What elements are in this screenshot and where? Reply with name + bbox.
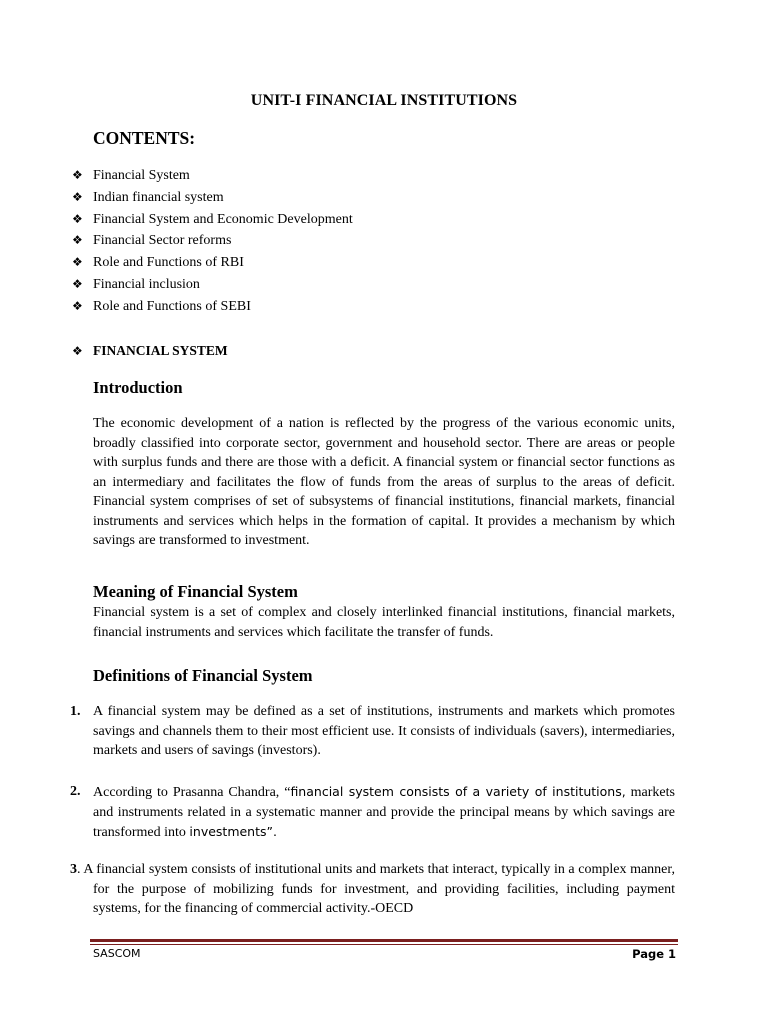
- definition-text: According to Prasanna Chandra, “financial system consists of a variety of institutions, markets and instruments related in a systematic manner and provide the principal means by which savings are transformed into investments”.: [93, 784, 675, 840]
- diamond-bullet-icon: ❖: [72, 168, 83, 182]
- definition-text: A financial system may be defined as a set of institutions, instruments and markets which promotes savings and channels them to their most efficient use. It consists of individuals (savers), intermediaries, markets and users of savings (investors).: [93, 704, 675, 758]
- page-title: UNIT-I FINANCIAL INSTITUTIONS: [250, 92, 518, 109]
- page-number: Page 1: [632, 947, 676, 961]
- definition-item: [70, 860, 675, 919]
- definition-number: 1.: [70, 704, 81, 719]
- list-item: ❖ Role and Functions of RBI: [72, 252, 353, 274]
- diamond-bullet-icon: ❖: [72, 298, 83, 313]
- footer-rule: [90, 939, 678, 942]
- definition-item: [70, 702, 675, 761]
- definition-item: [70, 782, 675, 843]
- list-item: ❖ Indian financial system: [72, 187, 353, 209]
- list-item: ❖ Financial System and Economic Development: [72, 209, 353, 231]
- contents-heading: CONTENTS:: [93, 128, 196, 148]
- footer-left-text: SASCOM: [93, 947, 141, 960]
- definition-text: . A financial system consists of institutional units and markets that interact, typically in a complex manner, for the purpose of mobilizing funds for investment, and providing facilities, including payment systems, for the financing of commercial activity.-OECD: [77, 862, 675, 916]
- diamond-bullet-icon: ❖: [72, 344, 83, 358]
- diamond-bullet-icon: ❖: [72, 233, 83, 248]
- list-item: ❖ Financial Sector reforms: [72, 230, 353, 252]
- contents-list: [72, 165, 353, 318]
- list-item: ❖ Role and Functions of SEBI: [72, 296, 353, 318]
- footer-rule-thin: [90, 944, 678, 945]
- meaning-heading: Meaning of Financial System: [93, 582, 298, 601]
- definition-number: 2.: [70, 784, 81, 799]
- list-item: ❖ Financial System: [72, 165, 353, 187]
- meaning-paragraph: Financial system is a set of complex and closely interlinked financial institutions, financial markets, financial instruments and services which facilitate the transfer of funds.: [93, 605, 675, 640]
- introduction-paragraph: The economic development of a nation is reflected by the progress of the various economic units, broadly classified into corporate sector, government and household sector. There are areas or people with surplus funds and there are those with a deficit. A financial system or financial sector functions as an intermediary and facilitates the flow of funds from the areas of surplus to the areas of deficit. Financial system comprises of set of subsystems of financial institutions, financial markets, financial instruments and services which helps in the formation of capital. It provides a mechanism by which savings are transformed to investment.: [93, 416, 675, 548]
- diamond-bullet-icon: ❖: [72, 211, 83, 226]
- section-heading: ❖ FINANCIAL SYSTEM: [72, 343, 228, 358]
- introduction-heading: Introduction: [93, 378, 183, 397]
- diamond-bullet-icon: ❖: [72, 276, 83, 291]
- diamond-bullet-icon: ❖: [72, 255, 83, 270]
- definitions-heading: Definitions of Financial System: [93, 666, 313, 685]
- list-item: ❖ Financial inclusion: [72, 274, 353, 296]
- diamond-bullet-icon: ❖: [72, 189, 83, 204]
- quoted-definition: financial system consists of a variety of institutions,: [290, 784, 626, 799]
- definition-number: 3: [70, 862, 77, 877]
